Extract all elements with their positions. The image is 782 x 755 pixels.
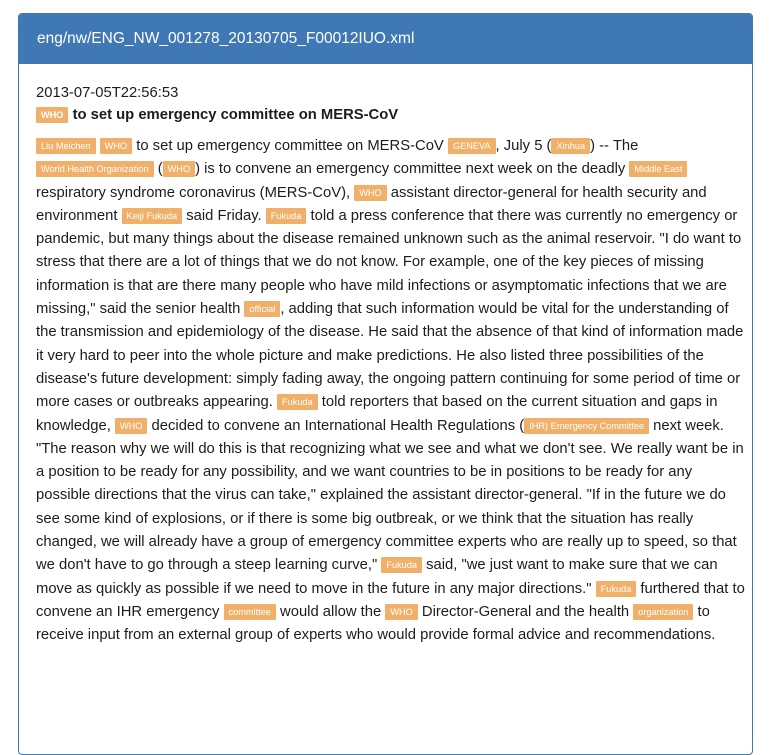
article-text <box>36 135 748 648</box>
entity-tag[interactable]: Liu Meichen <box>36 138 96 154</box>
entity-tag[interactable]: Xinhua <box>551 138 590 154</box>
text-segment: assistant director-general for health security and environment <box>36 184 707 224</box>
text-segment: to set up emergency committee on MERS-CoV <box>68 107 399 123</box>
document-timestamp: 2013-07-05T22:56:53 <box>36 85 179 101</box>
text-segment: , adding that such information would be vital for the understanding of the transmission and epidemiology of the disease. He said that the absence of that kind of information made it very hard to peer into the whole picture and make predictions. He also listed three possibilities of the disease's future development: simply fading away, the ongoing pattern continuing for some period of time or more cases or outbreaks appearing. <box>36 301 744 411</box>
text-segment: told a press conference that there was currently no emergency or pandemic, but many things about the disease remained unknown such as the animal reservoir. "I do want to stress that there are a lot of things that we do not know. For example, one of the key pieces of missing information is that are there many people who have mild infections or asymptomatic infections that we are missing," said the senior health <box>36 207 742 318</box>
text-segment: to receive input from an external group of experts who would provide formal advice and recommendations. <box>36 603 716 644</box>
document-file-path: eng/nw/ENG_NW_001278_20130705_F00012IUO.xml <box>19 14 752 64</box>
entity-tag[interactable]: WHO <box>36 107 68 123</box>
text-segment: decided to convene an International Health Regulations ( <box>147 417 525 434</box>
text-segment: , July 5 ( <box>495 138 552 154</box>
text-segment: furthered that to convene an IHR emergency <box>36 580 745 620</box>
text-segment: ( <box>153 161 163 178</box>
article-headline <box>36 104 748 127</box>
text-segment: to set up emergency committee on MERS-CoV <box>132 138 448 154</box>
entity-tag[interactable]: Keiji Fukuda <box>122 208 183 224</box>
entity-tag[interactable]: World Health Organization <box>36 161 154 177</box>
text-segment: said, "we just want to make sure that we can move as quickly as possible if we need to move in the future in any major directions." <box>36 557 718 597</box>
entity-tag[interactable]: Fukuda <box>381 557 422 573</box>
text-segment: said Friday. <box>182 207 266 224</box>
text-segment: ) -- The <box>590 138 639 154</box>
entity-tag[interactable]: organization <box>633 604 693 620</box>
entity-tag[interactable]: committee <box>224 604 276 620</box>
document-body <box>19 64 748 648</box>
entity-tag[interactable]: WHO <box>385 604 417 620</box>
entity-tag[interactable]: Middle East <box>629 161 687 177</box>
entity-tag[interactable]: WHO <box>100 138 132 154</box>
text-segment: next week. "The reason why we will do this is that recognizing what we see and what we don't see. We really want be in a position to be ready for any possibility, and we want countries to be in positions to be ready for any possible directions that the virus can take," explained the assistant director-general. "If in the future we do see some kind of explosions, or if there is some big outbreak, or we think that the situation has really changed, we will already have a group of emergency committee experts who are really up to speed, so that we don't have to go through a steep learning curve," <box>36 417 744 574</box>
entity-tag[interactable]: IHR) Emergency Committee <box>524 418 649 434</box>
document-panel <box>18 13 753 755</box>
text-segment: ) is to convene an emergency committee next week on the deadly <box>195 161 630 178</box>
entity-tag[interactable]: WHO <box>163 161 195 177</box>
text-segment: told reporters that based on the current situation and gaps in knowledge, <box>36 394 718 434</box>
entity-tag[interactable]: GENEVA <box>448 138 496 154</box>
entity-tag[interactable]: WHO <box>354 185 386 201</box>
text-segment: respiratory syndrome coronavirus (MERS-CoV), <box>36 184 355 201</box>
entity-tag[interactable]: WHO <box>115 418 147 434</box>
entity-tag[interactable]: official <box>244 301 280 317</box>
entity-tag[interactable]: Fukuda <box>596 581 637 597</box>
text-segment: would allow the <box>275 603 386 620</box>
entity-tag[interactable]: Fukuda <box>266 208 307 224</box>
text-segment: Director-General and the health <box>417 603 634 620</box>
entity-tag[interactable]: Fukuda <box>277 394 318 410</box>
